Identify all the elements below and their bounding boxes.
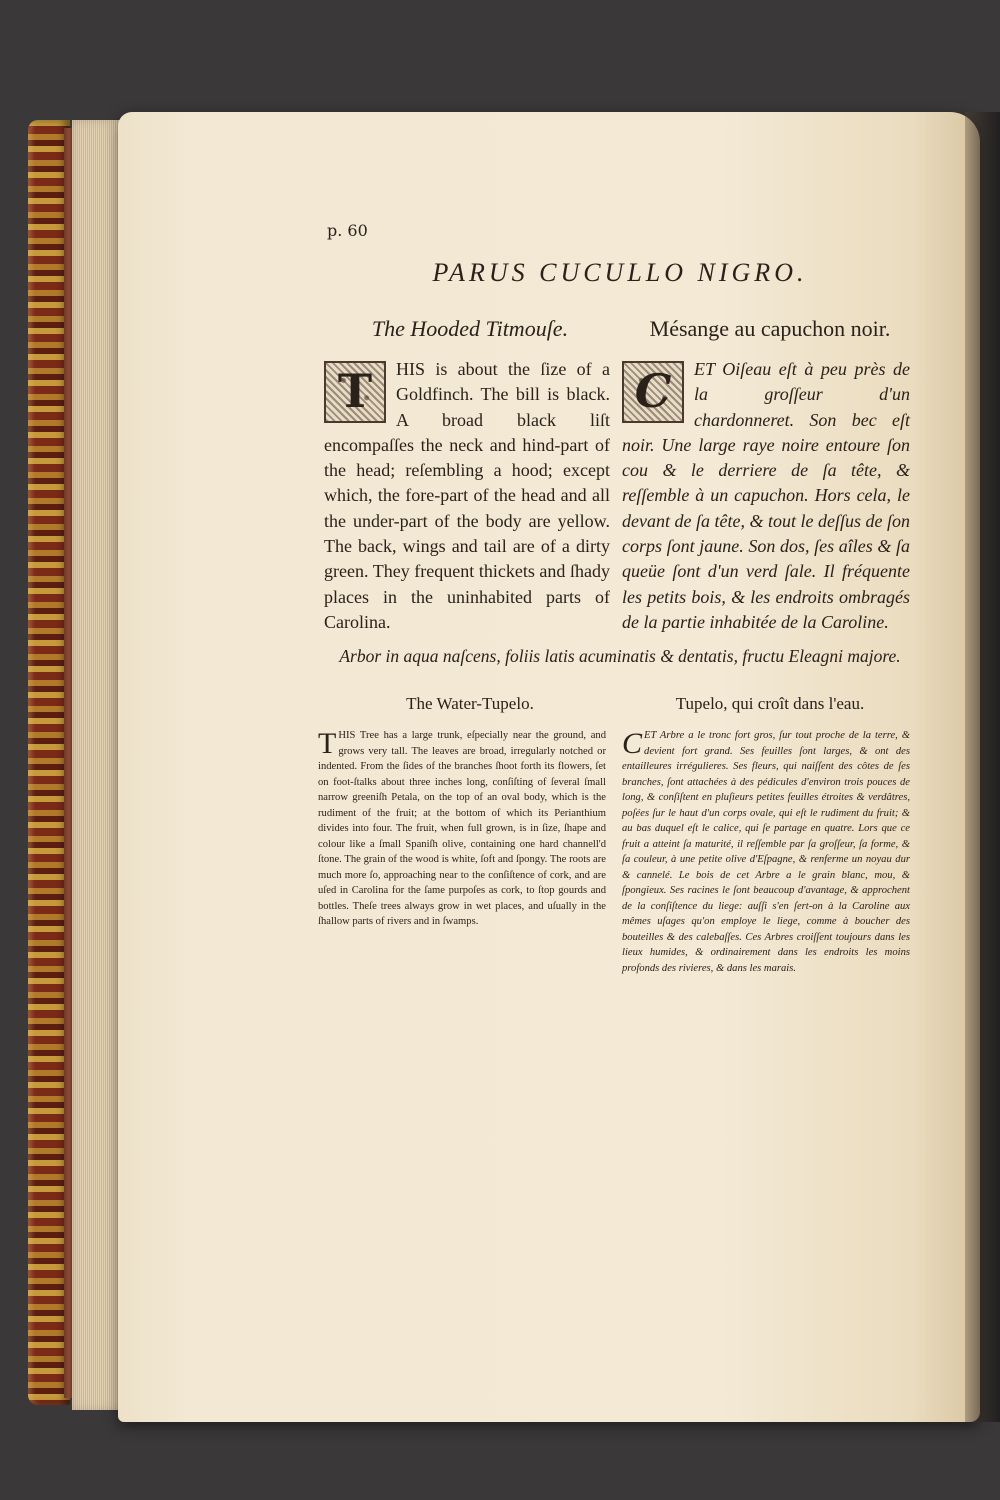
dropcap: C: [622, 727, 643, 760]
english-tree-paragraph: HIS Tree has a large trunk, eſpecially near the ground, and grows very tall. The leaves are broad, irregularly notched or indented. From the ſides of the branches ſhoot forth its flowers, ſet on foot-ſtalks about three inches long, conſiſting of ſeveral ſmall narrow greeniſh Petala, on the top of an oval body, which is the rudiment of the fruit; at the bottom of which its Perianthium divides into four. The fruit, when full grown, is in ſize, ſhape and colour like a ſmall Spaniſh olive, containing one hard channell'd ſtone. The grain of the wood is white, ſoft and ſpongy. The roots are much more ſo, approaching near to the conſiſtence of cork, and are uſed in Carolina for the ſame purpoſes as cork, to ſtop gourds and bottles. Theſe trees always grow in wet places, and uſually in the ſhallow parts of rivers and in ſwamps.: [318, 730, 606, 927]
facing-page-shadow: [965, 112, 1000, 1422]
french-tree-text: [622, 728, 910, 976]
page-number: p. 60: [327, 221, 368, 240]
english-bird-paragraph: HIS is about the ſize of a Goldfinch. The bill is black. A broad black liſt encompaſſes the neck and hind-part of the head; reſembling a hood; except which, the fore-part of the head and all the under-part of the body are yellow. The back, wings and tail are of a dirty green. They frequent thickets and ſhady places in the uninhabited parts of Carolina.: [324, 359, 610, 632]
ornamental-dropcap: C: [622, 361, 684, 423]
english-bird-text: [324, 357, 610, 635]
ornamental-dropcap: T: [324, 361, 386, 423]
latin-plant-title: Arbor in aqua naſcens, foliis latis acuminatis & dentatis, fructu Eleagni majore.: [339, 646, 901, 666]
dropcap: T: [318, 727, 337, 760]
french-tree-heading: Tupelo, qui croît dans l'eau.: [675, 694, 865, 713]
main-title: PARUS CUCULLO NIGRO.: [432, 258, 808, 287]
english-bird-heading: The Hooded Titmouſe.: [371, 316, 569, 341]
english-tree-text: [318, 728, 606, 930]
french-bird-paragraph: ET Oiſeau eſt à peu près de la groſſeur d'un chardonneret. Son bec eſt noir. Une large raye noire entoure ſon cou & le derriere de ſa tête, & reſſemble à un capuchon. Hors cela, le devant de ſa tête, & tout le deſſus de ſon corps ſont jaune. Son dos, ſes aîles & ſa queüe ſont d'un verd ſale. Il fréquente les petits bois, & les endroits ombragés de la partie inhabitée de la Caroline.: [622, 359, 910, 632]
french-bird-text: [622, 357, 910, 635]
french-bird-heading: Mésange au capuchon noir.: [649, 316, 891, 341]
english-tree-heading: The Water-Tupelo.: [406, 694, 534, 713]
french-tree-paragraph: ET Arbre a le tronc fort gros, ſur tout proche de la terre, & devient fort grand. Ses feuilles ſont larges, & ont des entailleures irrégulieres. Ses fleurs, qui naiſſent des côtes de ſes branches, ſont attachées à des pédicules d'environ trois pouces de long, & conſiſtent en pluſieurs petites feuilles étroites & verdâtres, poſées ſur le haut d'un corps ovale, qui eſt le rudiment du fruit; & au bas duquel eſt le calice, qui ſe partage en quatre. Lors que ce fruit a atteint ſa maturité, il reſſemble par ſa groſſeur, ſa forme, & ſa couleur, à une petite olive d'Eſpagne, & renferme un noyau dur & cannelé. Le bois de cet Arbre a le grain blanc, mou, & ſpongieux. Ses racines le ſont beaucoup d'avantage, & approchent de la conſiſtence du liege: auſſi s'en ſert-on à la Caroline aux mêmes uſages qu'on employe le liege, comme à boucher des bouteilles & des calebaſſes. Ces Arbres croiſſent toujours dans les lieux humides, & ordinairement dans les endroits les moins profonds des rivieres, & dans les marais.: [622, 730, 910, 974]
